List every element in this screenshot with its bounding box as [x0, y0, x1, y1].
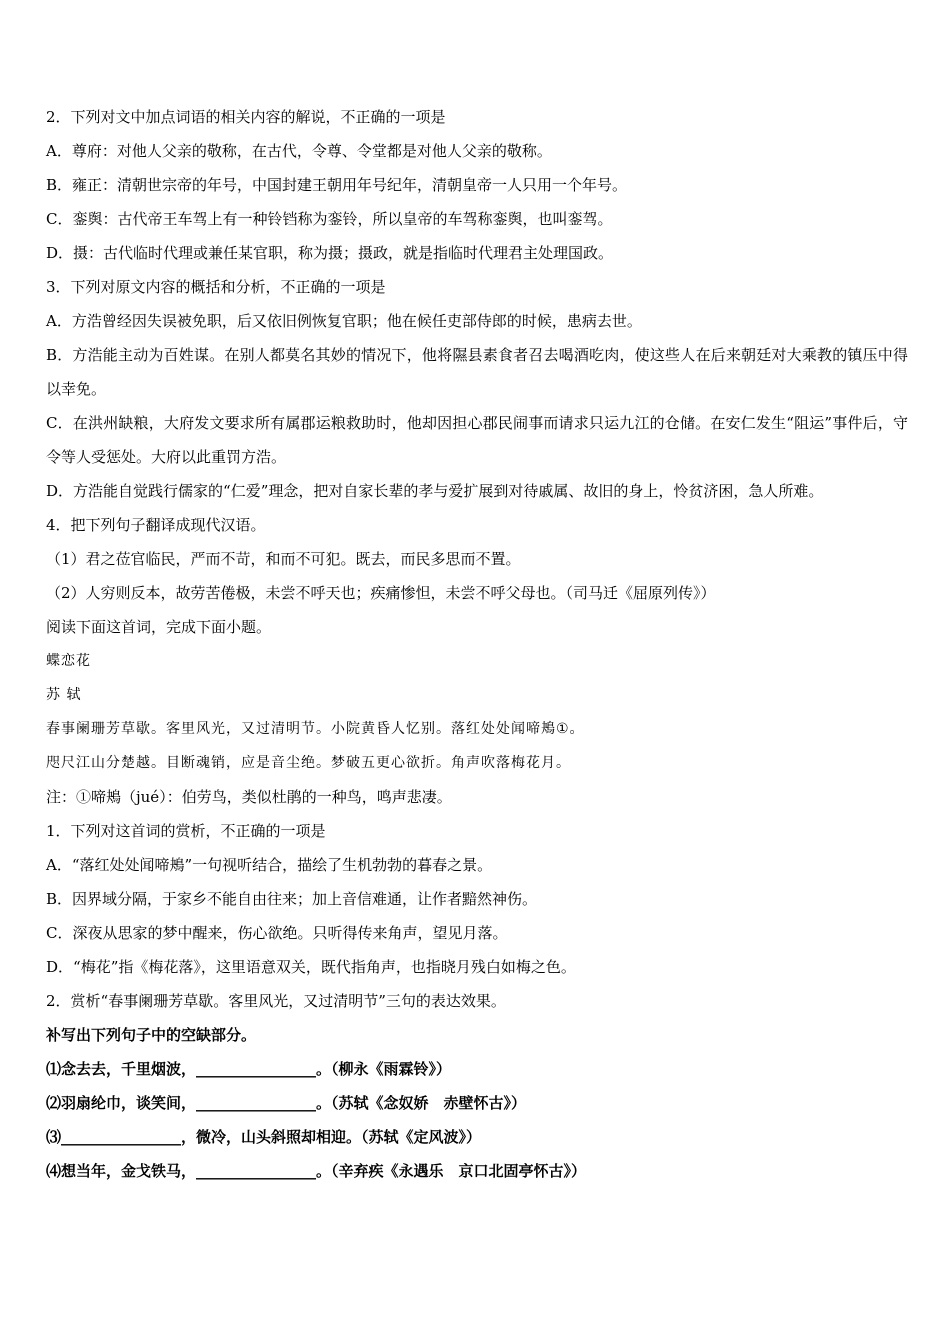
poem-question-2-stem: 2．赏析“春事阑珊芳草歇。客里风光，又过清明节”三句的表达效果。: [46, 992, 506, 1010]
poem-note: 注：①啼鴂（jué）：伯劳鸟，类似杜鹃的一种鸟，鸣声悲凄。: [46, 788, 452, 806]
question-3-option-d: D．方浩能自觉践行儒家的“仁爱”理念，把对自家长辈的孝与爱扩展到对待戚属、故旧的身上，怜贫济困，急人所难。: [46, 482, 824, 500]
poem-intro: 阅读下面这首词，完成下面小题。: [46, 618, 272, 636]
question-3-option-a: A．方浩曾经因失误被免职，后又依旧例恢复官职；他在候任吏部侍郎的时候，患病去世。: [46, 312, 642, 330]
fill-in-item-3: ⑶________________，微冷，山头斜照却相迎。（苏轼《定风波》）: [46, 1128, 482, 1146]
fill-in-item-4: ⑷想当年，金戈铁马，________________。（辛弃疾《永遇乐 京口北固亭怀古》）: [46, 1162, 587, 1180]
document-page: [46, 100, 908, 1188]
poem-title: 蝶恋花: [46, 653, 91, 669]
fill-in-item-2: ⑵羽扇纶巾，谈笑间，________________。（苏轼《念奴娇 赤壁怀古》）: [46, 1094, 527, 1112]
poem-question-1-option-a: A．“落红处处闻啼鴂”一句视听结合，描绘了生机勃勃的暮春之景。: [46, 856, 493, 874]
poem-line-2: 咫尺江山分楚越。目断魂销，应是音尘绝。梦破五更心欲折。角声吹落梅花月。: [46, 755, 571, 771]
poem-line-1: 春事阑珊芳草歇。客里风光，又过清明节。小院黄昏人忆别。落红处处闻啼鴂①。: [46, 721, 585, 737]
fill-in-heading: 补写出下列句子中的空缺部分。: [46, 1026, 257, 1044]
question-2-option-c: C．銮舆：古代帝王车驾上有一种铃铛称为銮铃，所以皇帝的车驾称銮舆，也叫銮驾。: [46, 210, 613, 228]
poem-question-1-option-c: C．深夜从思家的梦中醒来，伤心欲绝。只听得传来角声，望见月落。: [46, 924, 508, 942]
question-4-stem: 4．把下列句子翻译成现代汉语。: [46, 516, 266, 534]
question-2-option-a: A．尊府：对他人父亲的敬称，在古代，令尊、令堂都是对他人父亲的敬称。: [46, 142, 552, 160]
poem-question-1-option-d: D．“梅花”指《梅花落》，这里语意双关，既代指角声，也指晓月残白如梅之色。: [46, 958, 576, 976]
question-2-option-b: B．雍正：清朝世宗帝的年号，中国封建王朝用年号纪年，清朝皇帝一人只用一个年号。: [46, 176, 628, 194]
question-4-item-1: （1）君之莅官临民，严而不苛，和而不可犯。既去，而民多思而不置。: [46, 550, 521, 568]
poem-question-1-option-b: B．因界域分隔，于家乡不能自由往来；加上音信难通，让作者黯然神伤。: [46, 890, 538, 908]
question-3-option-b: B．方浩能主动为百姓谋。在别人都莫名其妙的情况下，他将隰县素食者召去喝酒吃肉，使这些人在后来朝廷对大乘教的镇压中得以幸免。: [46, 346, 908, 398]
question-2-option-d: D．摄：古代临时代理或兼任某官职，称为摄；摄政，就是指临时代理君主处理国政。: [46, 244, 614, 262]
question-3-stem: 3．下列对原文内容的概括和分析，不正确的一项是: [46, 278, 386, 296]
fill-in-item-1: ⑴念去去，千里烟波，________________。（柳永《雨霖铃》）: [46, 1060, 452, 1078]
question-2-stem: 2．下列对文中加点词语的相关内容的解说，不正确的一项是: [46, 108, 446, 126]
poem-author: 苏 轼: [46, 687, 82, 703]
question-3-option-c: C．在洪州缺粮，大府发文要求所有属郡运粮救助时，他却因担心郡民闹事而请求只运九江的仓储。在安仁发生“阻运”事件后，守令等人受惩处。大府以此重罚方浩。: [46, 414, 908, 466]
poem-question-1-stem: 1．下列对这首词的赏析，不正确的一项是: [46, 822, 326, 840]
question-4-item-2: （2）人穷则反本，故劳苦倦极，未尝不呼天也；疾痛惨怛，未尝不呼父母也。（司马迁《屈原列传》）: [46, 584, 716, 602]
